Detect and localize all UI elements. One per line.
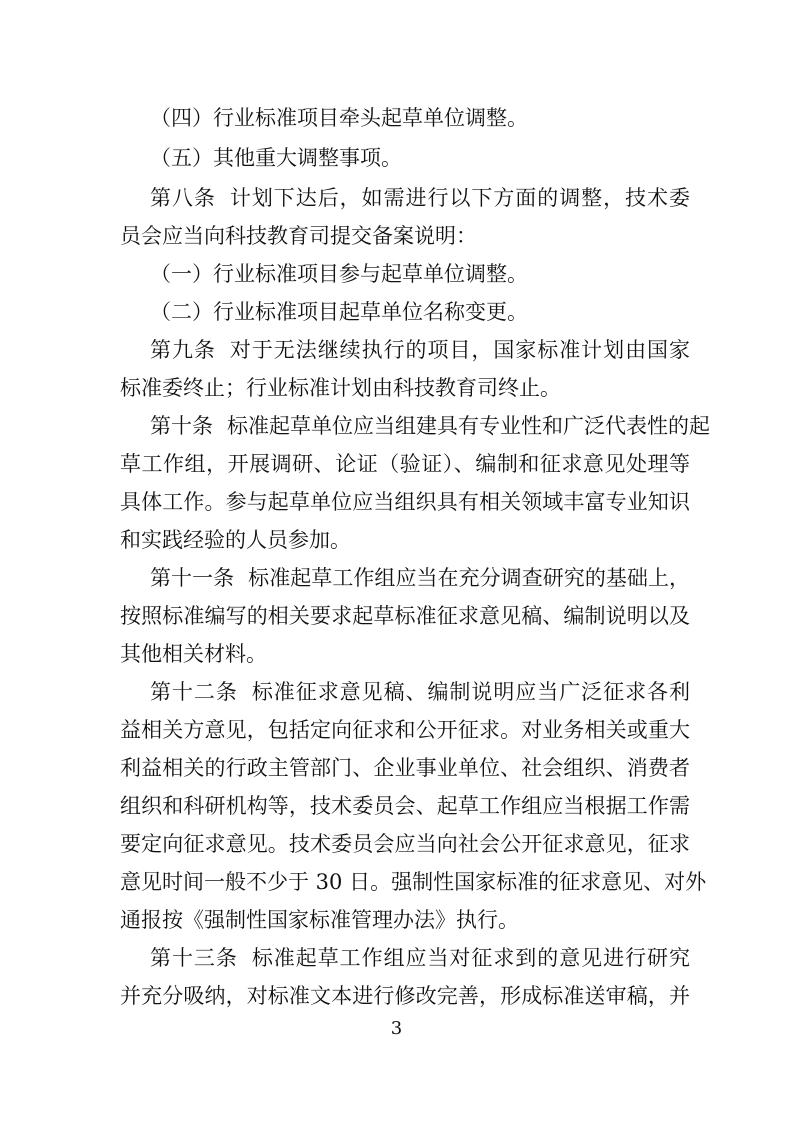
article-label: 第十条 — [150, 414, 213, 438]
text-line: 标准委终止；行业标准计划由科技教育司终止。 — [120, 376, 561, 400]
text-line: 其他相关材料。 — [120, 642, 267, 666]
text-line: 要定向征求意见。技术委员会应当向社会公开征求意见，征求 — [120, 832, 690, 856]
text-line: 组织和科研机构等，技术委员会、起草工作组应当根据工作需 — [120, 794, 690, 818]
article-label: 第八条 — [150, 186, 216, 210]
text-line: 益相关方意见，包括定向征求和公开征求。对业务相关或重大 — [120, 718, 690, 742]
article-label: 第十一条 — [150, 566, 235, 590]
text-line: 员会应当向科技教育司提交备案说明： — [120, 224, 477, 248]
text-line: 草工作组，开展调研、论证（验证）、编制和征求意见处理等 — [120, 452, 690, 476]
text-line: （一）行业标准项目参与起草单位调整。 — [150, 262, 528, 286]
text-line: 和实践经验的人员参加。 — [120, 528, 351, 552]
article-label: 第九条 — [150, 338, 216, 362]
article-label: 第十三条 — [150, 946, 238, 970]
text-line: （四）行业标准项目牵头起草单位调整。 — [150, 106, 528, 130]
page-number: 3 — [390, 1018, 403, 1039]
text-line: 具体工作。参与起草单位应当组织具有相关领域丰富专业知识 — [120, 490, 690, 514]
article-heading-line: 第九条 对于无法继续执行的项目，国家标准计划由国家 — [150, 338, 691, 362]
article-heading-line: 第十条 标准起草单位应当组建具有专业性和广泛代表性的起 — [150, 414, 710, 438]
article-heading-line: 第八条 计划下达后，如需进行以下方面的调整，技术委 — [150, 186, 691, 210]
text-line: 通报按《强制性国家标准管理办法》执行。 — [120, 908, 519, 932]
article-label: 第十二条 — [150, 680, 238, 704]
article-heading-line: 第十一条 标准起草工作组应当在充分调查研究的基础上， — [150, 566, 691, 590]
text-line: （二）行业标准项目起草单位名称变更。 — [150, 300, 528, 324]
article-heading-line: 第十二条 标准征求意见稿、编制说明应当广泛征求各利 — [150, 680, 691, 704]
text-line: 意见时间一般不少于 30 日。强制性国家标准的征求意见、对外 — [120, 870, 707, 894]
text-line: 并充分吸纳，对标准文本进行修改完善，形成标准送审稿，并 — [120, 984, 690, 1008]
text-line: 按照标准编写的相关要求起草标准征求意见稿、编制说明以及 — [120, 604, 690, 628]
text-line: （五）其他重大调整事项。 — [150, 146, 402, 170]
article-heading-line: 第十三条 标准起草工作组应当对征求到的意见进行研究 — [150, 946, 691, 970]
text-line: 利益相关的行政主管部门、企业事业单位、社会组织、消费者 — [120, 756, 690, 780]
